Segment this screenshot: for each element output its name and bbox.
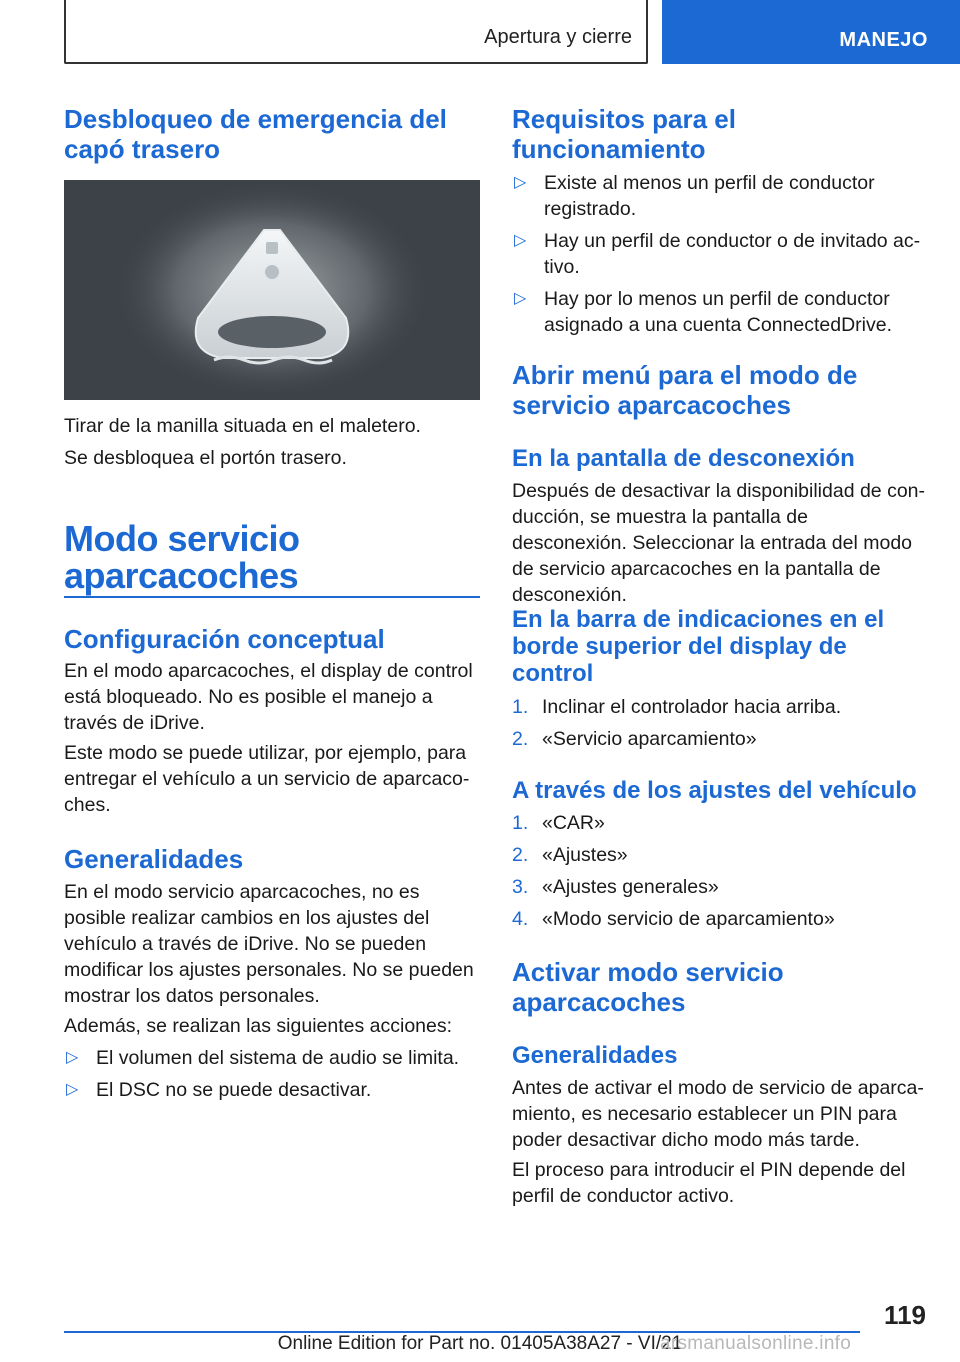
list-item: 2. «Servicio aparcamiento»: [512, 728, 757, 750]
heading-rule: [64, 596, 480, 598]
list-item: ▷ Hay por lo menos un perfil de conductor asignado a una cuenta ConnectedDrive.: [514, 288, 892, 336]
heading-status-bar: En la barra de indicaciones en el borde superior del display de control: [512, 606, 885, 687]
paragraph-general: En el modo servicio aparcacoches, no es posible realizar cambios en los ajustes del vehículo a través de iDrive. No se pueden modificar los ajustes personales. No se pueden mostrar los datos personales.: [64, 881, 474, 1007]
list-item: 1. «CAR»: [512, 812, 605, 834]
list-item: 4. «Modo servicio de aparcamiento»: [512, 908, 835, 930]
heading-emergency-release: Desbloqueo de emergencia del capó trasero: [64, 104, 447, 164]
paragraph-pull-handle: Tirar de la manilla situada en el maletero.: [64, 415, 421, 437]
heading-valet-mode: Modo servicio aparcacoches: [64, 518, 300, 596]
paragraph-actions-intro: Además, se realizan las siguientes acciones:: [64, 1015, 453, 1037]
heading-vehicle-settings: A través de los ajustes del vehículo: [512, 777, 917, 804]
paragraph-concept-2: Este modo se puede utilizar, por ejemplo, para entregar el vehículo a un servicio de aparcacoches.: [64, 742, 470, 816]
triangle-bullet-icon: ▷: [514, 232, 527, 249]
heading-general-left: Generalidades: [64, 844, 244, 874]
heading-open-menu: Abrir menú para el modo de servicio aparcacoches: [512, 360, 858, 420]
triangle-bullet-icon: ▷: [66, 1081, 79, 1098]
heading-concept: Configuración conceptual: [64, 624, 385, 654]
list-item: ▷ Hay un perfil de conductor o de invitado activo.: [514, 230, 921, 278]
emergency-release-figure: [64, 180, 480, 400]
list-item: 2. «Ajustes»: [512, 844, 628, 866]
triangle-bullet-icon: ▷: [514, 174, 527, 191]
list-item: ▷ El DSC no se puede desactivar.: [66, 1079, 372, 1101]
heading-activate-valet: Activar modo servicio aparcacoches: [512, 957, 784, 1017]
paragraph-pin-setup: Antes de activar el modo de servicio de aparcamiento, es necesario establecer un PIN para poder desactivar dicho modo más tarde.: [512, 1077, 924, 1151]
paragraph-tailgate-unlocked: Se desbloquea el portón trasero.: [64, 447, 347, 469]
paragraph-concept-1: En el modo aparcacoches, el display de control está bloqueado. No es posible el manejo a través de iDrive.: [64, 660, 473, 734]
paragraph-shutdown-screen: Después de desactivar la disponibilidad de conducción, se muestra la pantalla de desconexión. Seleccionar la entrada del modo de servicio aparcacoches en la pantalla de desconexión.: [512, 480, 926, 606]
list-item: 3. «Ajustes generales»: [512, 876, 719, 898]
heading-general-right: Generalidades: [512, 1042, 678, 1069]
triangle-bullet-icon: ▷: [514, 290, 527, 307]
header-section-title: Apertura y cierre: [484, 26, 632, 48]
list-item: ▷ El volumen del sistema de audio se limita.: [66, 1047, 460, 1069]
watermark: arsmanualsonline.info: [660, 1333, 852, 1354]
heading-shutdown-screen: En la pantalla de desconexión: [512, 445, 855, 472]
list-item: 1. Inclinar el controlador hacia arriba.: [512, 696, 842, 718]
page-number: 119: [884, 1300, 926, 1330]
page-header: [0, 0, 960, 66]
paragraph-pin-process: El proceso para introducir el PIN depende del perfil de conductor activo.: [512, 1159, 906, 1207]
list-item: ▷ Existe al menos un perfil de conductor registrado.: [514, 172, 875, 220]
header-chapter-label: MANEJO: [839, 29, 928, 51]
triangle-bullet-icon: ▷: [66, 1049, 79, 1066]
header-section-box: [64, 0, 648, 64]
header-chapter-tab: [662, 0, 960, 64]
footer-edition: Online Edition for Part no. 01405A38A27 - VI/21: [277, 1333, 683, 1354]
emergency-release-handle-image: [64, 180, 480, 400]
heading-requirements: Requisitos para el funcionamiento: [512, 104, 736, 164]
